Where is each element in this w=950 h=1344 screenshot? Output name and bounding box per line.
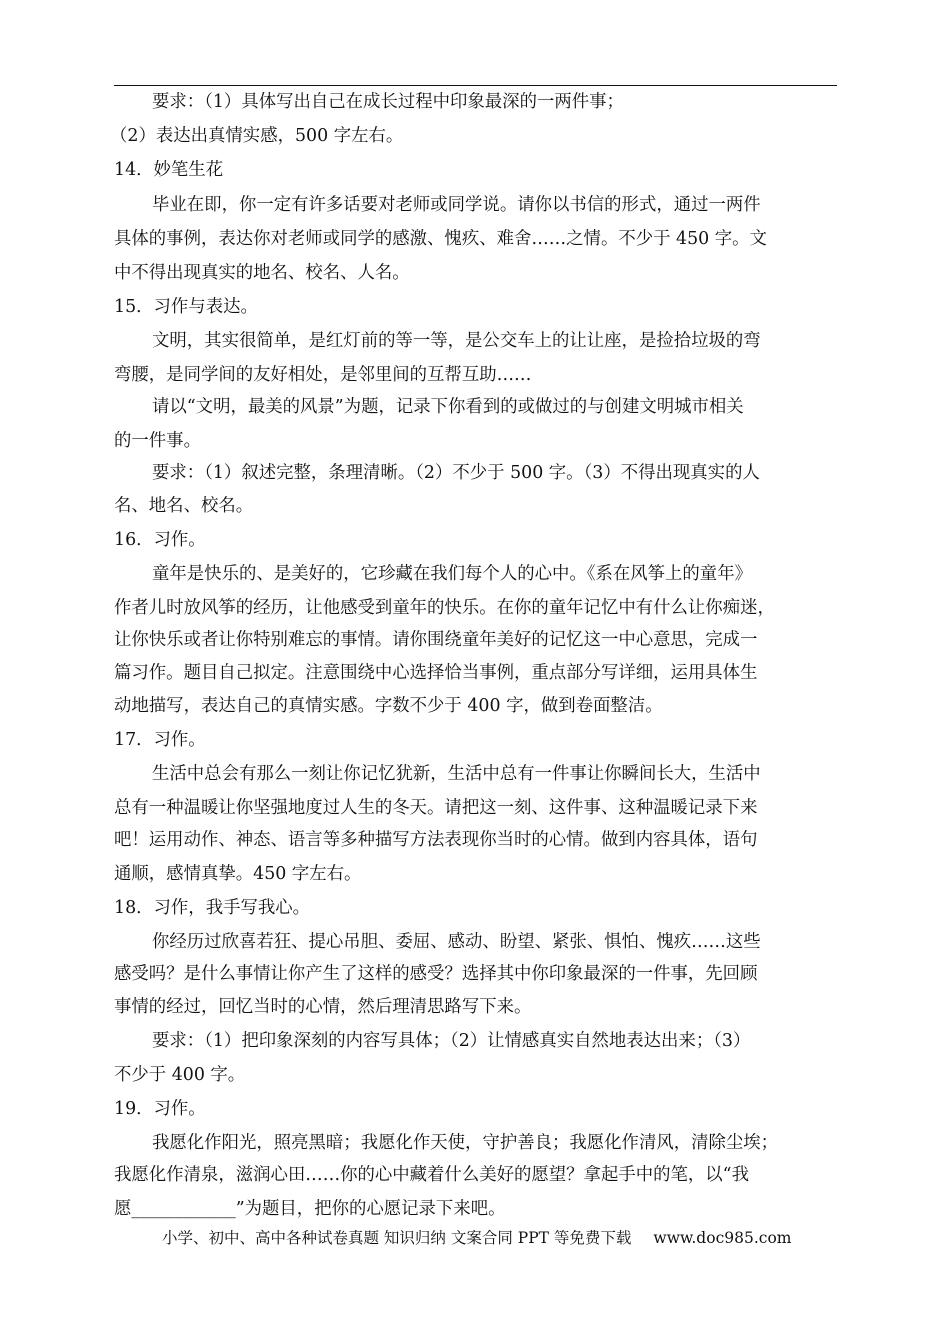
text-line: 总有一种温暖让你坚强地度过人生的冬天。请把这一刻、这件事、这种温暖记录下来 [114,798,758,818]
header-rule [114,85,837,86]
text-line: 感受吗？是什么事情让你产生了这样的感受？选择其中你印象最深的一件事，先回顾 [114,964,758,984]
text-line: 让你快乐或者让你特别难忘的事情。请你围绕童年美好的记忆这一中心意思，完成一 [114,630,758,650]
question-heading: 18．习作，我手写我心。 [114,898,311,918]
text-line: 文明，其实很简单，是红灯前的等一等，是公交车上的让让座，是捡拾垃圾的弯 [152,331,761,351]
question-heading: 19．习作。 [114,1099,206,1119]
text-line: 作者儿时放风筝的经历，让他感受到童年的快乐。在你的童年记忆中有什么让你痴迷， [114,598,775,618]
text-line: 篇习作。题目自己拟定。注意围绕中心选择恰当事例，重点部分写详细，运用具体生 [114,663,758,683]
text-line: 弯腰，是同学间的友好相处，是邻里间的互帮互助…… [114,365,532,385]
text-line: 要求：（1）把印象深刻的内容写具体；（2）让情感真实自然地表达出来；（3） [152,1031,751,1051]
text-line: 事情的经过，回忆当时的心情，然后理清思路写下来。 [114,997,532,1017]
footer-text: 小学、初中、高中各种试卷真题 知识归纳 文案合同 PPT 等免费下载 [162,1229,632,1247]
question-heading: 14．妙笔生花 [114,160,224,180]
text-line: 动地描写，表达自己的真情实感。字数不少于 400 字，做到卷面整洁。 [114,696,663,716]
text-line: 我愿化作阳光，照亮黑暗；我愿化作天使，守护善良；我愿化作清风，清除尘埃； [152,1133,779,1153]
text-line: 不少于 400 字。 [114,1065,246,1085]
text-line: 你经历过欣喜若狂、提心吊胆、委屈、感动、盼望、紧张、惧怕、愧疚……这些 [152,932,761,952]
text-line: 通顺，感情真挚。450 字左右。 [114,864,362,884]
text-line: 愿____________”为题目，把你的心愿记录下来吧。 [114,1199,506,1219]
page-footer [162,1226,791,1248]
text-line: 童年是快乐的、是美好的，它珍藏在我们每个人的心中。《系在风筝上的童年》 [152,564,752,584]
question-heading: 15．习作与表达。 [114,297,258,317]
text-line: 生活中总会有那么一刻让你记忆犹新，生活中总有一件事让你瞬间长大，生活中 [152,764,761,784]
question-heading: 17．习作。 [114,730,206,750]
text-line: 我愿化作清泉，滋润心田……你的心中藏着什么美好的愿望？拿起手中的笔，以“我 [114,1165,749,1185]
text-line: （2）表达出真情实感，500 字左右。 [110,126,404,146]
text-line: 具体的事例，表达你对老师或同学的感激、愧疚、难舍……之情。不少于 450 字。文 [114,229,767,249]
text-line: 要求：（1）叙述完整，条理清晰。（2）不少于 500 字。（3）不得出现真实的人 [152,463,760,483]
text-line: 的一件事。 [114,431,201,451]
text-line: 要求：（1）具体写出自己在成长过程中印象最深的一两件事； [152,92,624,112]
text-line: 名、地名、校名。 [114,496,254,516]
text-line: 请以“文明，最美的风景”为题，记录下你看到的或做过的与创建文明城市相关 [152,397,744,417]
text-line: 中不得出现真实的地名、校名、人名。 [114,263,410,283]
footer-url-link[interactable]: www.doc985.com [653,1229,792,1247]
text-line: 吧！运用动作、神态、语言等多种描写方法表现你当时的心情。做到内容具体，语句 [114,830,758,850]
text-line: 毕业在即，你一定有许多话要对老师或同学说。请你以书信的形式，通过一两件 [152,195,761,215]
question-heading: 16．习作。 [114,530,206,550]
